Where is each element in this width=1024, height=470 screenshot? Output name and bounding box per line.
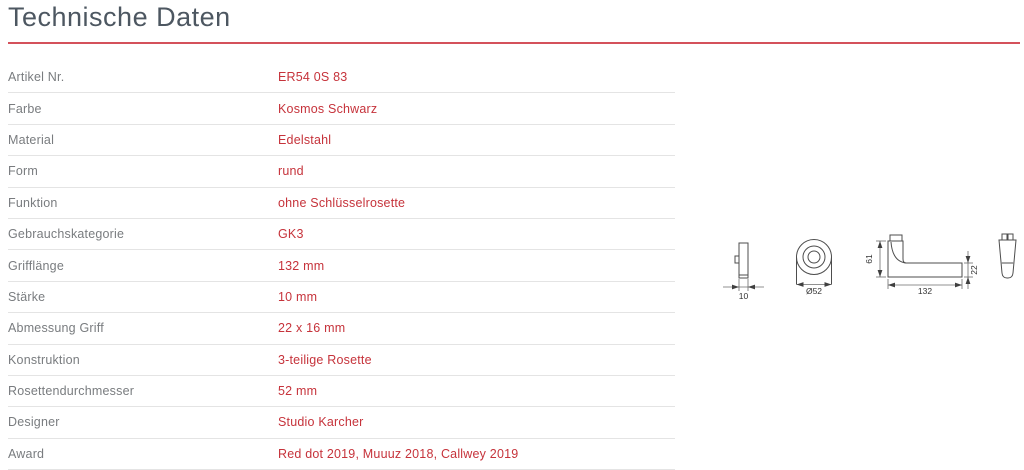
technical-drawings-svg — [715, 228, 1020, 303]
spec-label: Designer — [8, 415, 60, 430]
spec-label: Stärke — [8, 289, 46, 304]
page-title: Technische Daten — [8, 2, 231, 32]
dimension-label-thickness-22: 22 — [969, 265, 979, 275]
spec-value: rund — [278, 164, 304, 179]
spec-label: Gebrauchskategorie — [8, 227, 125, 242]
spec-value: 52 mm — [278, 384, 318, 399]
title-divider-rule — [8, 42, 1020, 44]
spec-value: ohne Schlüsselrosette — [278, 195, 406, 210]
table-row — [8, 376, 675, 407]
drawing-handle-front-view — [999, 234, 1016, 278]
spec-label: Material — [8, 132, 55, 147]
spec-value: ER54 0S 83 — [278, 70, 348, 85]
spec-label: Rosettendurchmesser — [8, 384, 135, 399]
spec-value: Kosmos Schwarz — [278, 101, 378, 116]
spec-label: Farbe — [8, 101, 42, 116]
table-row — [8, 188, 675, 219]
drawing-rosette-side-view — [723, 243, 764, 301]
drawing-handle-side-view — [864, 235, 979, 296]
spec-label: Artikel Nr. — [8, 70, 65, 85]
spec-value: 22 x 16 mm — [278, 321, 346, 336]
table-row — [8, 313, 675, 344]
table-row — [8, 345, 675, 376]
table-row — [8, 219, 675, 250]
spec-table — [8, 62, 675, 470]
dimension-label-height-61: 61 — [864, 254, 874, 264]
spec-label: Konstruktion — [8, 352, 80, 367]
spec-value: 10 mm — [278, 289, 318, 304]
spec-value: Studio Karcher — [278, 415, 364, 430]
spec-value: 132 mm — [278, 258, 325, 273]
table-row — [8, 62, 675, 93]
drawing-rosette-front-view — [797, 240, 832, 297]
dimension-label-width-10: 10 — [738, 291, 749, 301]
spec-value: Red dot 2019, Muuuz 2018, Callwey 2019 — [278, 446, 519, 461]
table-row — [8, 250, 675, 281]
dimension-label-diameter-52: Ø52 — [805, 286, 823, 296]
technical-drawings — [715, 228, 1020, 303]
dimension-label-length-132: 132 — [917, 286, 933, 296]
spec-label: Award — [8, 446, 45, 461]
table-row — [8, 407, 675, 438]
table-row — [8, 93, 675, 124]
spec-label: Abmessung Griff — [8, 321, 104, 336]
spec-label: Funktion — [8, 195, 58, 210]
spec-label: Grifflänge — [8, 258, 64, 273]
spec-value: Edelstahl — [278, 132, 332, 147]
table-row — [8, 156, 675, 187]
table-row — [8, 125, 675, 156]
table-row — [8, 282, 675, 313]
spec-value: GK3 — [278, 227, 304, 242]
spec-value: 3-teilige Rosette — [278, 352, 372, 367]
spec-label: Form — [8, 164, 38, 179]
table-row — [8, 439, 675, 470]
